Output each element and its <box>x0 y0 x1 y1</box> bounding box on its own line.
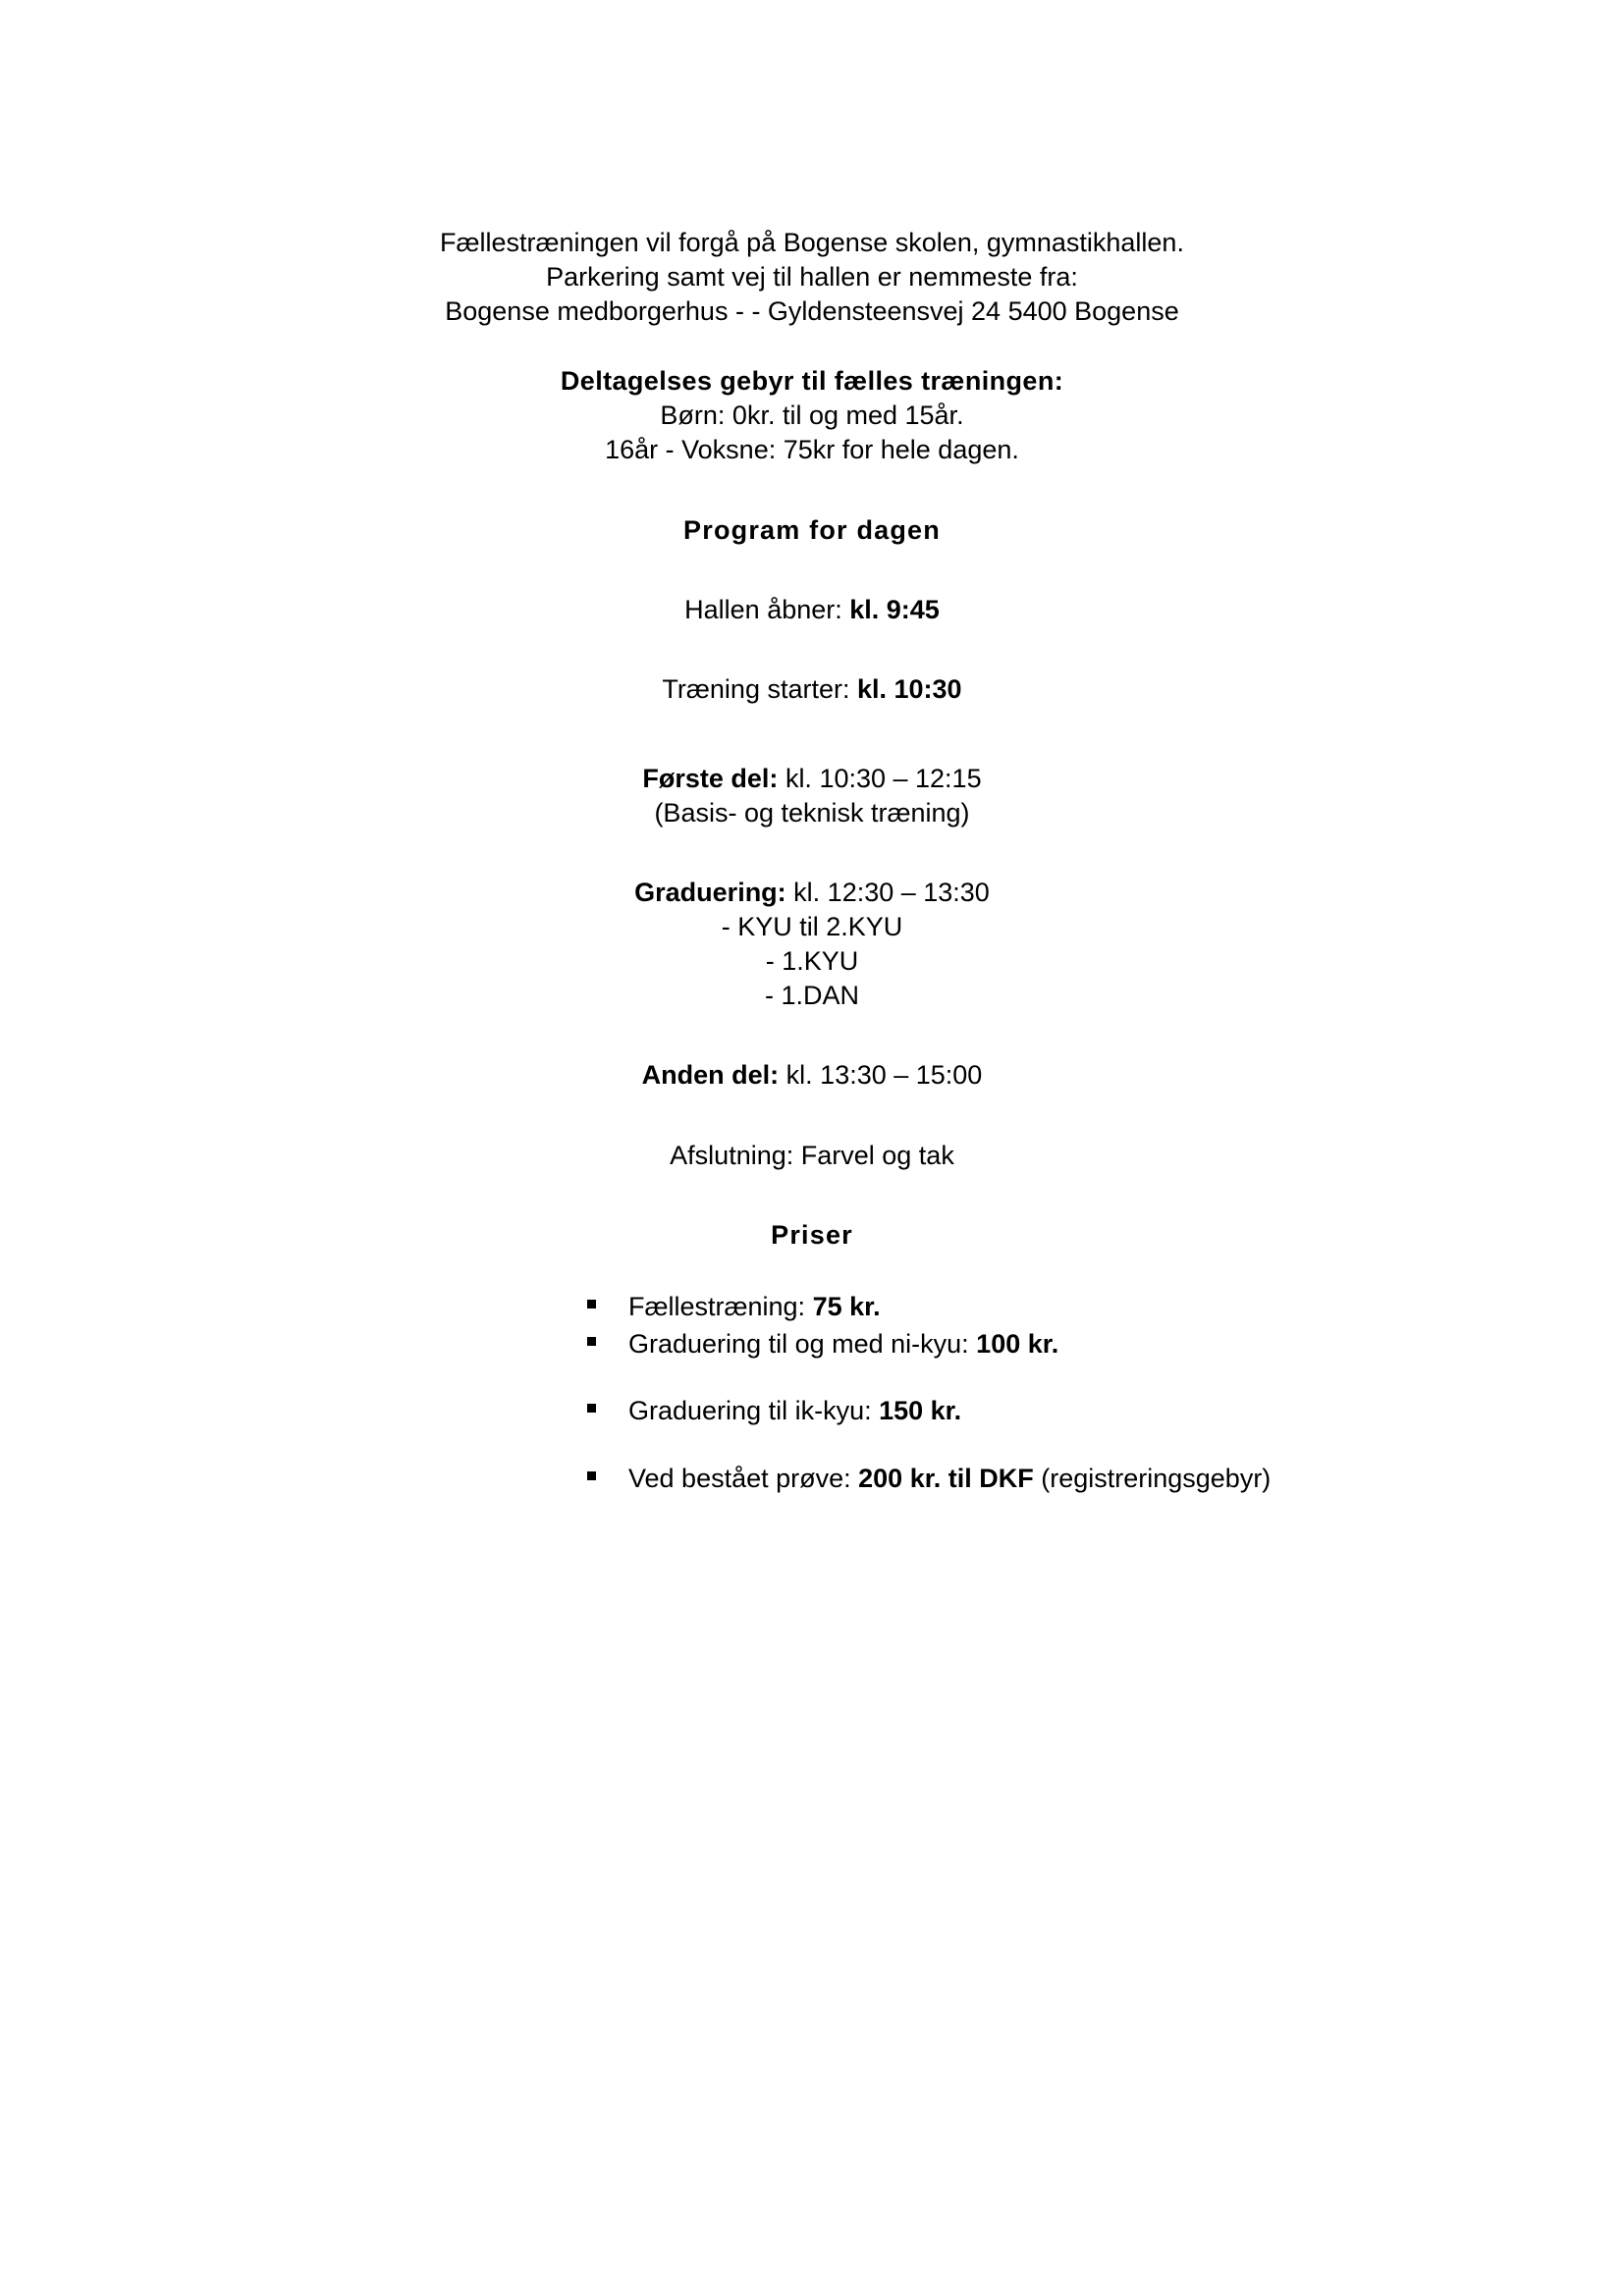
part2-time: kl. 13:30 – 15:00 <box>785 1060 983 1091</box>
closing-line: Afslutning: Farvel og tak <box>670 1140 954 1170</box>
fee-line-2: 16år - Voksne: 75kr for hele dagen. <box>605 435 1019 465</box>
spacer <box>187 1094 1437 1139</box>
part1-note: (Basis- og teknisk træning) <box>654 797 970 828</box>
spacer <box>187 1173 1437 1218</box>
grading-time: kl. 12:30 – 13:30 <box>793 878 990 908</box>
spacer <box>187 627 1437 672</box>
bullet-icon <box>587 1471 596 1480</box>
spacer <box>187 830 1437 876</box>
hall-open-time: kl. 9:45 <box>849 594 940 624</box>
part2-line <box>187 1058 1437 1093</box>
training-start-time: kl. 10:30 <box>856 673 962 704</box>
spacer <box>187 468 1437 513</box>
program-heading: Program for dagen <box>683 514 941 545</box>
part1-time: kl. 10:30 – 12:15 <box>785 763 982 793</box>
intro-line-2: Parkering samt vej til hallen er nemmeste fra: <box>546 262 1078 293</box>
intro-line-3: Bogense medborgerhus - - Gyldensteensvej 24 5400 Bogense <box>445 296 1179 327</box>
list-item <box>187 1325 1437 1362</box>
spacer <box>187 329 1437 364</box>
spacer <box>187 548 1437 593</box>
prices-heading: Priser <box>771 1219 853 1250</box>
bullet-icon <box>587 1404 596 1413</box>
list-spacer <box>187 1430 1437 1460</box>
spacer <box>187 707 1437 762</box>
price-amount: 150 kr. <box>879 1396 962 1426</box>
intro-block <box>187 226 1437 329</box>
price-amount: 75 kr. <box>812 1291 881 1321</box>
list-item <box>187 1460 1437 1497</box>
fee-block <box>187 364 1437 467</box>
part1-label: Første del: <box>642 763 785 793</box>
fee-heading: Deltagelses gebyr til fælles træningen: <box>560 366 1064 397</box>
part1-line <box>187 762 1437 796</box>
training-start-line <box>187 672 1437 707</box>
part2-label: Anden del: <box>641 1060 786 1091</box>
grading-item-2: - 1.KYU <box>765 946 859 977</box>
grading-item-3: - 1.DAN <box>764 981 860 1011</box>
spacer <box>187 1253 1437 1288</box>
training-start-label: Træning starter: <box>662 673 857 704</box>
price-label: Graduering til ik-kyu: <box>628 1396 880 1426</box>
grading-item-1: - KYU til 2.KYU <box>721 912 903 942</box>
price-label: Ved bestået prøve: <box>628 1463 859 1493</box>
fee-line-1: Børn: 0kr. til og med 15år. <box>660 400 964 431</box>
prices-list <box>187 1288 1437 1497</box>
document-body <box>187 226 1437 1497</box>
price-amount: 100 kr. <box>976 1329 1059 1360</box>
hall-open-label: Hallen åbner: <box>684 594 850 624</box>
list-item <box>187 1288 1437 1325</box>
list-item <box>187 1392 1437 1429</box>
bullet-icon <box>587 1300 596 1308</box>
spacer <box>187 1013 1437 1058</box>
price-label: Fællestræning: <box>628 1291 813 1321</box>
list-spacer <box>187 1362 1437 1392</box>
hall-open-line <box>187 593 1437 627</box>
price-label: Graduering til og med ni-kyu: <box>628 1329 977 1360</box>
price-amount: 200 kr. til DKF <box>858 1463 1034 1493</box>
grading-label: Graduering: <box>634 878 794 908</box>
bullet-icon <box>587 1337 596 1346</box>
grading-line <box>187 876 1437 910</box>
price-suffix: (registreringsgebyr) <box>1033 1463 1272 1493</box>
intro-line-1: Fællestræningen vil forgå på Bogense skolen, gymnastikhallen. <box>440 228 1184 257</box>
